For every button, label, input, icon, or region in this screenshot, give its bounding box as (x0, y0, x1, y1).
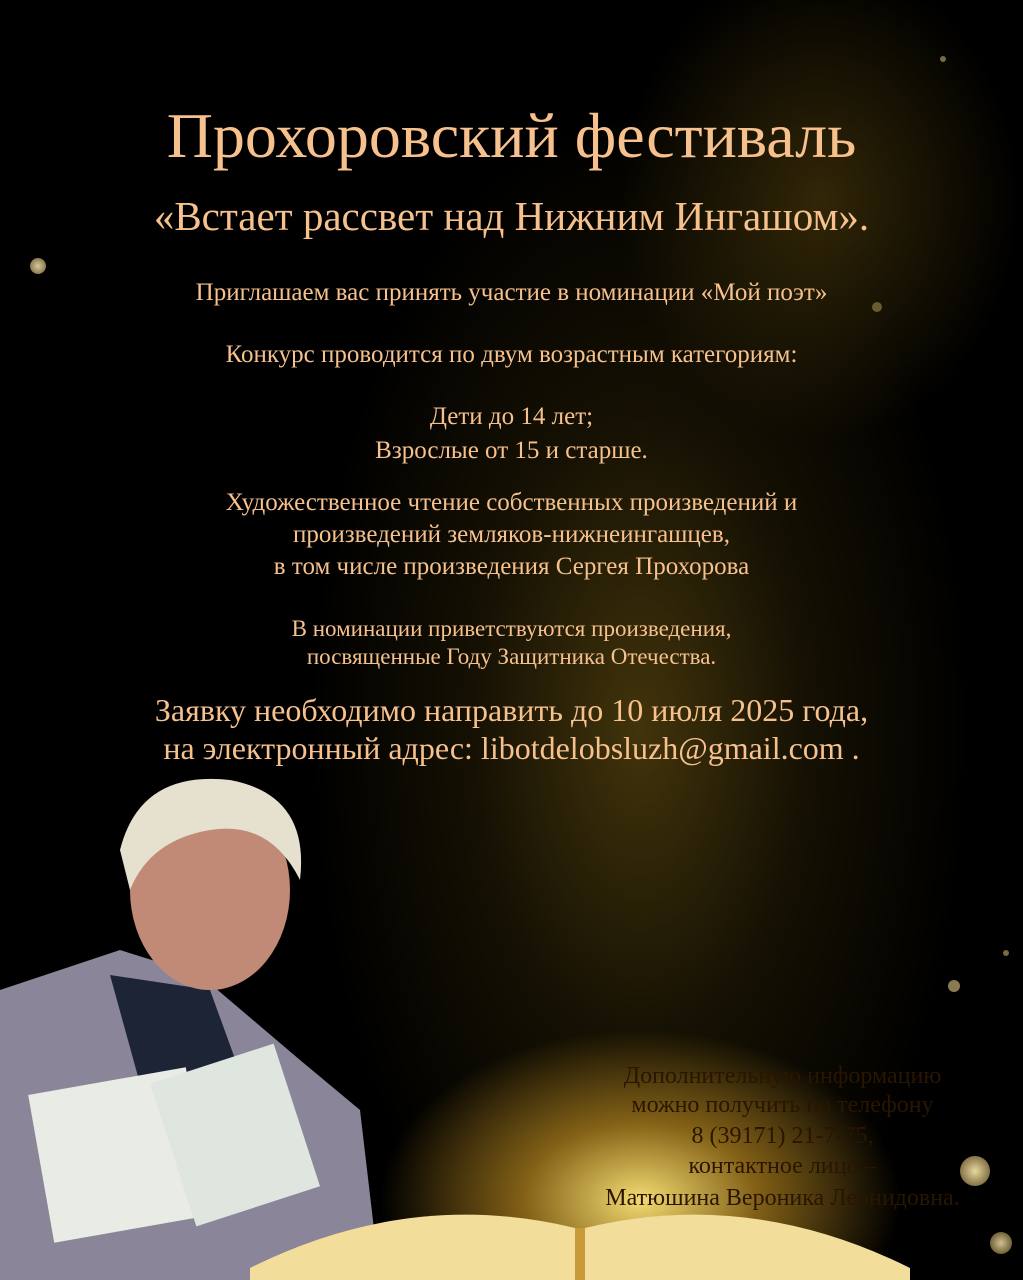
reading-line: в том числе произведения Сергея Прохорова (273, 553, 750, 580)
age-categories-intro: Конкурс проводится по двум возрастным категориям: (225, 341, 798, 368)
sparkle-dot (30, 258, 46, 274)
email-line[interactable]: на электронный адрес: libotdelobsluzh@gmail.com . (163, 730, 860, 766)
sparkle-dot (1003, 950, 1009, 956)
sparkle-dot (948, 980, 960, 992)
contact-phone: 8 (39171) 21-7-75, (691, 1123, 874, 1149)
contact-person: Матюшина Вероника Леонидовна. (605, 1185, 960, 1211)
sparkle-dot (940, 56, 946, 62)
invite-text: Приглашаем вас принять участие в номинации «Мой поэт» (195, 279, 828, 306)
contact-info-line: можно получить по телефону (631, 1092, 934, 1118)
festival-subtitle: «Встает рассвет над Нижним Ингашом». (153, 193, 870, 239)
category-children: Дети до 14 лет; (429, 403, 594, 430)
sparkle-dot (990, 1232, 1012, 1254)
deadline-line: Заявку необходимо направить до 10 июля 2025 года, (154, 692, 869, 728)
welcome-line: посвященные Году Защитника Отечества. (306, 644, 717, 669)
reading-line: Художественное чтение собственных произведений и (225, 489, 798, 516)
contact-info-line: Дополнительную информацию (623, 1063, 942, 1089)
reading-line: произведений земляков-нижнеингашцев, (293, 521, 730, 548)
contact-info-line: контактное лицо – (688, 1153, 877, 1179)
welcome-line: В номинации приветствуются произведения, (291, 616, 732, 641)
festival-title: Прохоровский фестиваль (166, 100, 857, 171)
category-adults: Взрослые от 15 и старше. (375, 437, 648, 464)
